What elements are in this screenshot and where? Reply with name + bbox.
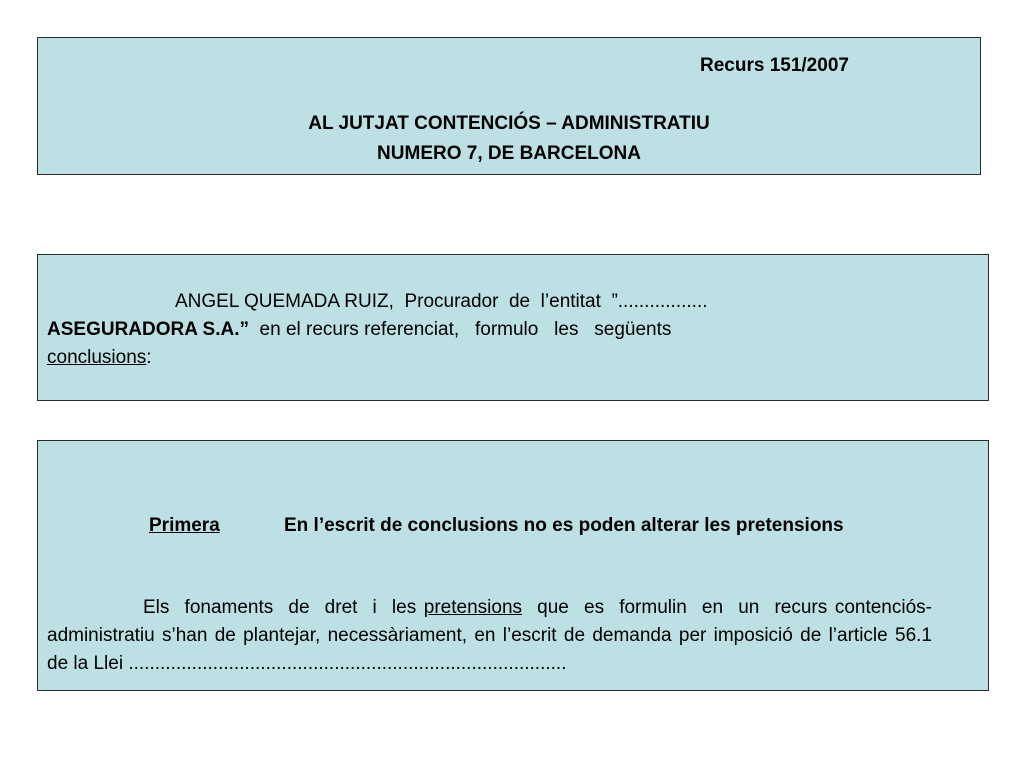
body-start: Els fonaments de dret i les: [143, 597, 424, 618]
procurador-name: ANGEL QUEMADA RUIZ,: [175, 291, 394, 312]
conclusions-word: conclusions: [47, 347, 147, 368]
case-number: Recurs 151/2007: [700, 55, 849, 76]
court-line-2: NUMERO 7, DE BARCELONA: [377, 143, 641, 164]
procurador-text: Procurador de l’entitat ”.................: [393, 291, 708, 312]
court-address: [37, 109, 981, 169]
body-end: que es formulin en un recurs contenciós-administratiu s’han de plantejar, necessàriament, en l’escrit de demanda per imposició de l’article 56.1 de la Llei ...................................................................................: [47, 597, 938, 674]
parties-line-2: [47, 316, 671, 344]
colon: :: [146, 347, 152, 368]
pretensions-word: pretensions: [423, 597, 523, 618]
conclusion-label: Primera: [149, 515, 220, 536]
conclusion-title: En l’escrit de conclusions no es poden alterar les pretensions: [284, 515, 844, 536]
entity-name: ASEGURADORA S.A.”: [47, 319, 249, 340]
parties-line-3: [47, 344, 152, 372]
conclusion-body: [47, 594, 938, 678]
recurs-text: en el recurs referenciat, formulo les següents: [248, 319, 672, 340]
parties-line-1: [175, 288, 708, 316]
court-line-1: AL JUTJAT CONTENCIÓS – ADMINISTRATIU: [308, 113, 710, 134]
